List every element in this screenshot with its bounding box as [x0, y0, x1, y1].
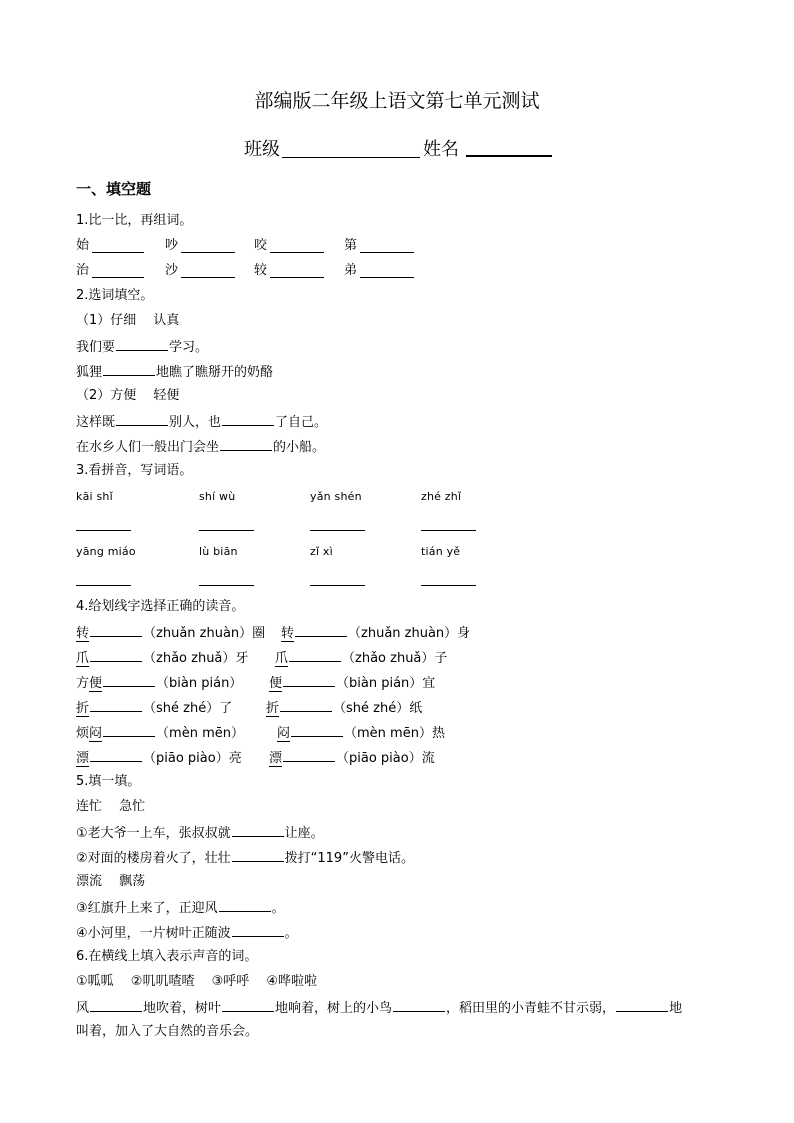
q5-prompt: 5.填一填。	[76, 774, 141, 789]
answer-blank[interactable]	[283, 674, 335, 687]
q6-prompt: 6.在横线上填入表示声音的词。	[76, 949, 258, 964]
reading-item: 方便 （biàn pián）	[76, 676, 243, 691]
class-blank[interactable]	[282, 157, 420, 158]
paragraph-line: 风 地吹着，树叶 地响着，树上的小鸟 ，稻田里的小青蛙不甘示弱， 地	[76, 1001, 683, 1016]
sentence: ②对面的楼房着火了，壮壮 拨打“119”火警电话。	[76, 851, 414, 866]
answer-blank[interactable]	[76, 585, 131, 586]
answer-blank[interactable]	[92, 277, 144, 278]
answer-blank[interactable]	[295, 624, 347, 637]
name-label: 姓名	[423, 139, 459, 160]
answer-blank[interactable]	[310, 530, 365, 531]
answer-blank[interactable]	[270, 277, 324, 278]
q1-char: 始	[76, 238, 90, 253]
answer-blank[interactable]	[116, 413, 168, 426]
sentence: ①老大爷一上车，张叔叔就 让座。	[76, 826, 324, 841]
reading-item: 漂 （piāo piào）亮	[76, 751, 242, 766]
q1-char: 沙	[165, 263, 179, 278]
sentence: 狐狸 地瞧了瞧掰开的奶酪	[76, 365, 274, 380]
answer-blank[interactable]	[90, 649, 142, 662]
sound-options: ①呱呱 ②叽叽喳喳 ③呼呼 ④哗啦啦	[76, 974, 318, 989]
reading-item: 折 （shé zhé）了	[76, 701, 233, 716]
pinyin: shí wù	[199, 490, 236, 503]
answer-blank[interactable]	[222, 999, 274, 1012]
answer-blank[interactable]	[181, 252, 235, 253]
reading-item: 转 （zhuǎn zhuàn）身	[281, 626, 471, 641]
answer-blank[interactable]	[219, 899, 271, 912]
answer-blank[interactable]	[92, 252, 144, 253]
answer-blank[interactable]	[90, 699, 142, 712]
answer-blank[interactable]	[103, 724, 155, 737]
q1-char: 较	[254, 263, 268, 278]
paragraph-line: 叫着，加入了大自然的音乐会。	[76, 1024, 259, 1039]
word-choices: （2）方便 轻便	[76, 388, 180, 403]
q1-char: 咬	[254, 238, 268, 253]
pinyin: kāi shǐ	[76, 490, 113, 503]
answer-blank[interactable]	[220, 438, 272, 451]
answer-blank[interactable]	[103, 363, 155, 376]
reading-item: 爪 （zhǎo zhuǎ）子	[275, 651, 448, 666]
answer-blank[interactable]	[232, 849, 284, 862]
q1-char: 治	[76, 263, 90, 278]
sentence: 在水乡人们一般出门会坐 的小船。	[76, 440, 326, 455]
answer-blank[interactable]	[90, 749, 142, 762]
word-choices: 漂流 飘荡	[76, 874, 146, 889]
answer-blank[interactable]	[421, 530, 476, 531]
pinyin: yāng miáo	[76, 545, 136, 558]
reading-item: 折 （shé zhé）纸	[266, 701, 423, 716]
q1-prompt: 1.比一比，再组词。	[76, 213, 193, 228]
sentence: 这样既 别人，也 了自己。	[76, 415, 328, 430]
answer-blank[interactable]	[289, 649, 341, 662]
answer-blank[interactable]	[116, 338, 168, 351]
answer-blank[interactable]	[232, 824, 284, 837]
reading-item: 闷 （mèn mēn）热	[277, 726, 445, 741]
reading-item: 烦闷 （mèn mēn）	[76, 726, 244, 741]
answer-blank[interactable]	[199, 585, 254, 586]
answer-blank[interactable]	[270, 252, 324, 253]
q1-char: 吵	[165, 238, 179, 253]
pinyin: zǐ xì	[310, 545, 333, 558]
word-choices: （1）仔细 认真	[76, 313, 180, 328]
answer-blank[interactable]	[181, 277, 235, 278]
sentence: ③红旗升上来了，正迎风 。	[76, 901, 285, 916]
answer-blank[interactable]	[90, 624, 142, 637]
pinyin: lù biān	[199, 545, 238, 558]
answer-blank[interactable]	[280, 699, 332, 712]
reading-item: 便 （biàn pián）宜	[269, 676, 436, 691]
answer-blank[interactable]	[616, 999, 668, 1012]
answer-blank[interactable]	[222, 413, 274, 426]
answer-blank[interactable]	[291, 724, 343, 737]
q1-char: 第	[344, 238, 358, 253]
name-blank[interactable]	[466, 155, 552, 157]
answer-blank[interactable]	[360, 252, 414, 253]
answer-blank[interactable]	[360, 277, 414, 278]
answer-blank[interactable]	[310, 585, 365, 586]
answer-blank[interactable]	[283, 749, 335, 762]
pinyin: yǎn shén	[310, 490, 362, 503]
answer-blank[interactable]	[90, 999, 142, 1012]
answer-blank[interactable]	[103, 674, 155, 687]
answer-blank[interactable]	[232, 924, 284, 937]
class-label: 班级	[244, 139, 280, 160]
answer-blank[interactable]	[199, 530, 254, 531]
sentence: ④小河里，一片树叶正随波 。	[76, 926, 298, 941]
reading-item: 爪 （zhǎo zhuǎ）牙	[76, 651, 249, 666]
section-heading: 一、填空题	[76, 180, 152, 198]
q2-prompt: 2.选词填空。	[76, 288, 154, 303]
q1-char: 弟	[344, 263, 358, 278]
pinyin: zhé zhǐ	[421, 490, 462, 503]
pinyin: tián yě	[421, 545, 461, 558]
answer-blank[interactable]	[393, 999, 445, 1012]
answer-blank[interactable]	[421, 585, 476, 586]
q3-prompt: 3.看拼音，写词语。	[76, 463, 193, 478]
reading-item: 漂 （piāo piào）流	[269, 751, 435, 766]
q4-prompt: 4.给划线字选择正确的读音。	[76, 599, 245, 614]
reading-item: 转 （zhuǎn zhuàn）圈	[76, 626, 266, 641]
word-choices: 连忙 急忙	[76, 799, 146, 814]
sentence: 我们要 学习。	[76, 340, 209, 355]
answer-blank[interactable]	[76, 530, 131, 531]
page-title: 部编版二年级上语文第七单元测试	[254, 90, 540, 112]
